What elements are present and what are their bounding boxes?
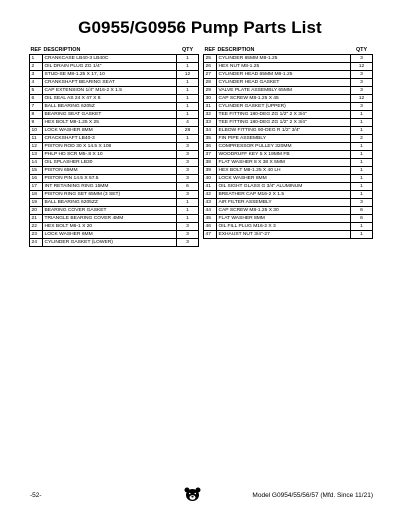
qty-cell: 6	[177, 183, 199, 191]
description-cell: OIL SIGHT GLASS G 3/4" ALUMINUM	[217, 183, 351, 191]
qty-cell: 1	[177, 55, 199, 63]
table-row	[30, 175, 199, 183]
description-cell: PISTON 65MM	[43, 167, 177, 175]
description-header: DESCRIPTION	[43, 47, 81, 53]
description-cell: PISTON RING SET 65MM (3 SET)	[43, 191, 177, 199]
qty-cell: 3	[351, 87, 373, 95]
description-cell: FIN PIPE ASSEMBLY	[217, 135, 351, 143]
description-cell: CRANKSHAFT BEARING SEAT	[43, 79, 177, 87]
qty-cell: 1	[177, 103, 199, 111]
ref-cell: 40	[204, 175, 217, 183]
description-cell: TEE FITTING 180-DEG ZG 1/2" 2 X 3/4"	[217, 119, 351, 127]
ref-cell: 1	[30, 55, 43, 63]
table-row	[30, 207, 199, 215]
table-row	[204, 151, 373, 159]
qty-cell: 1	[351, 167, 373, 175]
qty-cell: 1	[351, 151, 373, 159]
qty-cell: 1	[177, 207, 199, 215]
qty-cell: 3	[351, 199, 373, 207]
qty-cell: 28	[177, 127, 199, 135]
ref-cell: 31	[204, 103, 217, 111]
table-row	[204, 191, 373, 199]
description-cell: HEX BOLT M6-1 X 20	[43, 223, 177, 231]
description-cell: STUD-SE M8-1.25 X 17, 10	[43, 71, 177, 79]
table-row	[30, 79, 199, 87]
ref-cell: 26	[204, 63, 217, 71]
ref-cell: 33	[204, 119, 217, 127]
ref-cell: 12	[30, 143, 43, 151]
qty-cell: 1	[351, 119, 373, 127]
description-cell: HEX BOLT M8-1.25 X 25	[43, 119, 177, 127]
qty-cell: 3	[177, 191, 199, 199]
table-row	[204, 55, 373, 63]
table-row	[30, 119, 199, 127]
ref-cell: 18	[30, 191, 43, 199]
qty-cell: 3	[351, 79, 373, 87]
qty-cell: 3	[177, 231, 199, 239]
qty-cell: 1	[177, 63, 199, 71]
table-row	[30, 55, 199, 63]
ref-cell: 17	[30, 183, 43, 191]
description-cell: CRACKSHAFT LB40-3	[43, 135, 177, 143]
ref-cell: 11	[30, 135, 43, 143]
description-cell: CYLINDER GASKET (UPPER)	[217, 103, 351, 111]
description-cell: CYLINDER HEAD GASKET	[217, 79, 351, 87]
ref-cell: 7	[30, 103, 43, 111]
qty-header: QTY	[355, 47, 368, 53]
description-cell: PHLP HD SCR M5-.8 X 10	[43, 151, 177, 159]
ref-cell: 37	[204, 151, 217, 159]
qty-cell: 1	[177, 95, 199, 103]
table-row	[30, 223, 199, 231]
ref-cell: 39	[204, 167, 217, 175]
table-row	[204, 175, 373, 183]
description-cell: OIL DRAIN PLUG ZG 1/4"	[43, 63, 177, 71]
description-cell: VALVE PLATE ASSEMBLY 65MM	[217, 87, 351, 95]
description-cell: BALL BEARING 6205ZZ	[43, 199, 177, 207]
ref-cell: 16	[30, 175, 43, 183]
ref-cell: 45	[204, 215, 217, 223]
description-cell: CAP SCREW M8-1.25 X 45	[217, 95, 351, 103]
table-header-row	[30, 46, 199, 55]
table-row	[30, 231, 199, 239]
qty-cell: 2	[351, 135, 373, 143]
ref-cell: 35	[204, 135, 217, 143]
ref-cell: 5	[30, 87, 43, 95]
qty-cell: 1	[177, 199, 199, 207]
qty-cell: 3	[351, 71, 373, 79]
table-row	[30, 191, 199, 199]
description-cell: CYLINDER 65MM M8-1.25	[217, 55, 351, 63]
description-cell: HEX BOLT M8-1.25 X 40 LH	[217, 167, 351, 175]
qty-cell: 1	[351, 231, 373, 239]
ref-cell: 34	[204, 127, 217, 135]
table-row	[30, 143, 199, 151]
description-cell: TEE FITTING 180-DEG ZG 1/2" 2 X 3/4"	[217, 111, 351, 119]
ref-cell: 32	[204, 111, 217, 119]
ref-cell: 47	[204, 231, 217, 239]
qty-cell: 6	[351, 207, 373, 215]
table-row	[30, 71, 199, 79]
qty-cell: 1	[351, 143, 373, 151]
ref-cell: 38	[204, 159, 217, 167]
table-row	[30, 239, 199, 247]
qty-cell: 3	[177, 143, 199, 151]
ref-cell: 3	[30, 71, 43, 79]
table-row	[30, 183, 199, 191]
table-row	[30, 111, 199, 119]
table-row	[30, 215, 199, 223]
description-cell: OIL SPLASHER LB30	[43, 159, 177, 167]
table-row	[204, 79, 373, 87]
ref-cell: 30	[204, 95, 217, 103]
description-cell: LOCK WASHER 8MM	[43, 127, 177, 135]
qty-cell: 1	[177, 135, 199, 143]
description-cell: LOCK WASHER 8MM	[217, 175, 351, 183]
ref-cell: 6	[30, 95, 43, 103]
ref-cell: 22	[30, 223, 43, 231]
description-cell: CYLINDER HEAD 65MM M8-1.25	[217, 71, 351, 79]
table-row	[204, 199, 373, 207]
table-row	[30, 159, 199, 167]
table-row	[204, 223, 373, 231]
qty-cell: 12	[351, 95, 373, 103]
ref-cell: 28	[204, 79, 217, 87]
qty-cell: 3	[177, 239, 199, 247]
qty-cell: 1	[351, 111, 373, 119]
ref-cell: 23	[30, 231, 43, 239]
table-row	[30, 199, 199, 207]
table-row	[204, 87, 373, 95]
table-row	[30, 103, 199, 111]
qty-cell: 1	[351, 183, 373, 191]
model-info: Model G0954/55/56/57 (Mfd. Since 11/21)	[252, 492, 373, 499]
qty-cell: 1	[177, 79, 199, 87]
description-cell: BALL BEARING 6205Z	[43, 103, 177, 111]
page-number: -52-	[30, 492, 42, 499]
table-row	[204, 71, 373, 79]
description-cell: CAP EXTENSION 1/4" M16-2 X 1.5	[43, 87, 177, 95]
ref-cell: 8	[30, 111, 43, 119]
qty-cell: 6	[351, 215, 373, 223]
qty-cell: 3	[351, 103, 373, 111]
table-row	[30, 135, 199, 143]
qty-cell: 12	[351, 63, 373, 71]
ref-cell: 15	[30, 167, 43, 175]
qty-cell: 1	[177, 87, 199, 95]
page-title: G0955/G0956 Pump Parts List	[78, 18, 322, 37]
description-cell: HEX NUT M8-1.25	[217, 63, 351, 71]
qty-cell: 3	[177, 223, 199, 231]
table-row	[204, 103, 373, 111]
qty-cell: 1	[351, 127, 373, 135]
ref-cell: 19	[30, 199, 43, 207]
description-cell: OIL SEAL AS 24 X 47 X 8	[43, 95, 177, 103]
qty-cell: 1	[177, 215, 199, 223]
description-cell: CRANKCASE LB40-3 LB40C	[43, 55, 177, 63]
table-row	[204, 167, 373, 175]
description-cell: CYLINDER GASKET (LOWER)	[43, 239, 177, 247]
description-cell: BEARING SEAT GASKET	[43, 111, 177, 119]
ref-header: REF	[30, 47, 42, 53]
qty-cell: 12	[177, 71, 199, 79]
ref-cell: 20	[30, 207, 43, 215]
table-row	[30, 151, 199, 159]
ref-cell: 43	[204, 199, 217, 207]
description-cell: BREATHER CAP M16-2 X 1.5	[217, 191, 351, 199]
qty-cell: 4	[177, 119, 199, 127]
qty-cell: 1	[351, 223, 373, 231]
bear-head-logo-icon	[184, 487, 201, 502]
description-cell: COMPRESSOR PULLEY 320MM	[217, 143, 351, 151]
description-cell: ELBOW FITTING 90-DEG R 1/2" 3/4"	[217, 127, 351, 135]
description-cell: BEARING COVER GASKET	[43, 207, 177, 215]
table-row	[204, 119, 373, 127]
table-row	[30, 95, 199, 103]
ref-cell: 10	[30, 127, 43, 135]
table-row	[204, 111, 373, 119]
ref-cell: 4	[30, 79, 43, 87]
qty-cell: 3	[351, 55, 373, 63]
ref-cell: 36	[204, 143, 217, 151]
ref-cell: 29	[204, 87, 217, 95]
ref-cell: 21	[30, 215, 43, 223]
table-row	[30, 167, 199, 175]
description-cell: PISTON ROD 30 X 14.5 X 108	[43, 143, 177, 151]
qty-cell: 1	[351, 191, 373, 199]
qty-cell: 1	[177, 111, 199, 119]
ref-cell: 46	[204, 223, 217, 231]
ref-cell: 24	[30, 239, 43, 247]
qty-cell: 1	[351, 159, 373, 167]
ref-cell: 41	[204, 183, 217, 191]
qty-cell: 3	[177, 159, 199, 167]
qty-cell: 3	[177, 151, 199, 159]
ref-cell: 44	[204, 207, 217, 215]
table-row	[204, 183, 373, 191]
table-header-row	[204, 46, 373, 55]
table-row	[204, 215, 373, 223]
table-row	[30, 63, 199, 71]
table-row	[204, 127, 373, 135]
ref-cell: 27	[204, 71, 217, 79]
description-cell: INT RETAINING RING 15MM	[43, 183, 177, 191]
ref-header: REF	[204, 47, 216, 53]
table-row	[204, 159, 373, 167]
ref-cell: 25	[204, 55, 217, 63]
description-cell: EXHAUST NUT 3/4"-27	[217, 231, 351, 239]
table-row	[30, 87, 199, 95]
description-header: DESCRIPTION	[217, 47, 255, 53]
description-cell: FLAT WASHER 8MM	[217, 215, 351, 223]
table-row	[30, 127, 199, 135]
qty-header: QTY	[181, 47, 194, 53]
table-row	[204, 231, 373, 239]
table-row	[204, 143, 373, 151]
ref-cell: 13	[30, 151, 43, 159]
description-cell: FLAT WASHER 8 X 38 X 5MM	[217, 159, 351, 167]
qty-cell: 1	[351, 175, 373, 183]
table-row	[204, 95, 373, 103]
ref-cell: 2	[30, 63, 43, 71]
ref-cell: 9	[30, 119, 43, 127]
description-cell: AIR FILTER ASSEMBLY	[217, 199, 351, 207]
description-cell: PISTON PIN 14.5 X 57.5	[43, 175, 177, 183]
description-cell: OIL FILL PLUG M16-2 X 3	[217, 223, 351, 231]
ref-cell: 14	[30, 159, 43, 167]
parts-table-right	[203, 46, 373, 239]
ref-cell: 42	[204, 191, 217, 199]
qty-cell: 3	[177, 167, 199, 175]
parts-table-left	[29, 46, 199, 247]
table-row	[204, 207, 373, 215]
description-cell: LOCK WASHER 6MM	[43, 231, 177, 239]
qty-cell: 3	[177, 175, 199, 183]
description-cell: TRIANGLE BEARING COVER 4MM	[43, 215, 177, 223]
description-cell: CAP SCREW M8-1.25 X 30	[217, 207, 351, 215]
table-row	[204, 135, 373, 143]
description-cell: WOODRUFF KEY 5 X 19MM FB	[217, 151, 351, 159]
table-row	[204, 63, 373, 71]
